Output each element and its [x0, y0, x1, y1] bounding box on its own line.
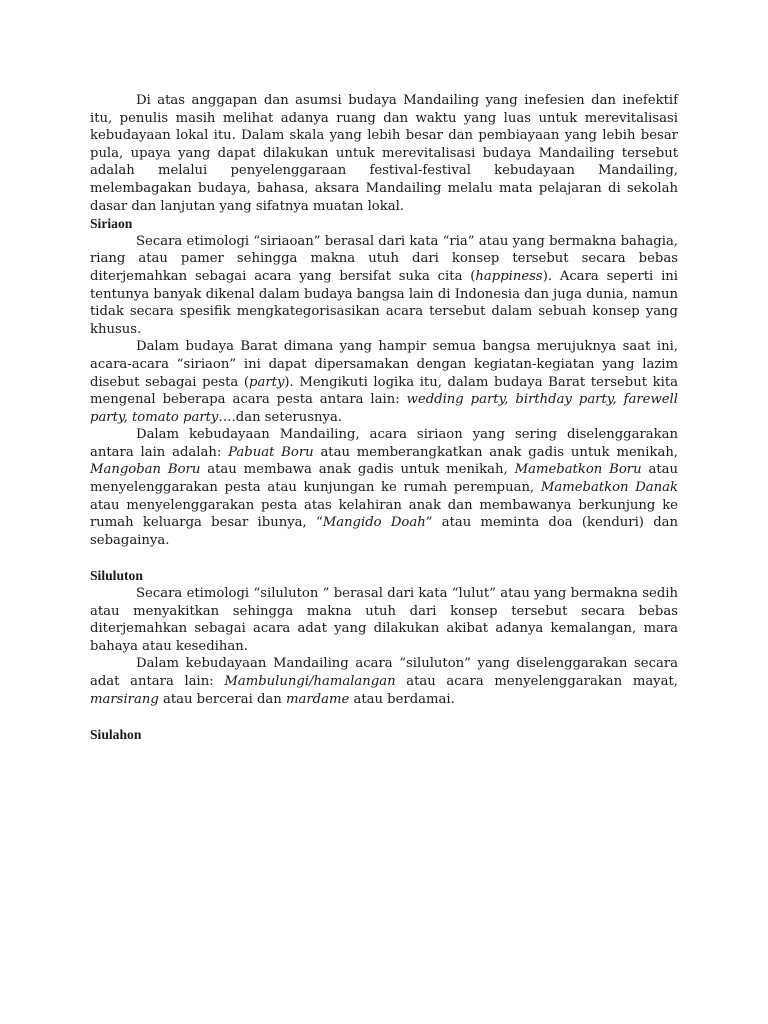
- text-run: Dalam kebudayaan Mandailing, acara siriaon yang sering diselenggarakan antara lain adalah:: [90, 427, 678, 460]
- text-run: atau menyelenggarakan pesta atas kelahiran anak dan membawanya berkunjung ke rumah keluarga besar ibunya, “: [90, 497, 678, 531]
- siriaon-paragraph-3: [90, 426, 678, 549]
- text-run: ….dan seterusnya.: [218, 409, 342, 425]
- italic-term: Mamebatkon Danak: [540, 480, 678, 496]
- text-run: ). Mengikuti logika itu, dalam budaya Barat tersebut kita mengenal beberapa acara pesta antara lain:: [90, 374, 678, 408]
- text-run: Dalam budaya Barat dimana yang hampir semua bangsa merujuknya saat ini, acara-acara “siriaon” ini dapat dipersamakan dengan kegiatan-kegiatan yang lazim disebut sebagai pesta (: [90, 339, 678, 390]
- section-heading-siriaon: Siriaon: [90, 216, 133, 232]
- intro-paragraph: Di atas anggapan dan asumsi budaya Mandailing yang inefesien dan inefektif itu, penulis masih melihat adanya ruang dan waktu yang luas untuk merevitalisasi kebudayaan lokal itu. Dalam skala yang lebih besar dan pembiayaan yang lebih besar pula, upaya yang dapat dilakukan untuk merevitalisasi budaya Mandailing tersebut adalah melalui penyelenggaraan festival-festival kebudayaan Mandailing, melembagakan budaya, bahasa, aksara Mandailing melalu mata pelajaran di sekolah dasar dan lanjutan yang sifatnya muatan lokal.: [90, 93, 678, 214]
- section-heading-siulahon: Siulahon: [90, 727, 142, 743]
- italic-term: Mamebatkon Boru: [514, 462, 642, 478]
- italic-term: party: [249, 374, 285, 390]
- section-heading-siluluton: Siluluton: [90, 568, 143, 584]
- text-run: atau membawa anak gadis untuk menikah,: [200, 462, 515, 478]
- italic-term: Pabuat Boru: [228, 444, 314, 460]
- italic-term: marsirang: [90, 691, 159, 707]
- text-run: ” atau meminta doa (kenduri) dan sebagainya.: [90, 515, 678, 548]
- italic-term: Mambulungi/hamalangan: [224, 674, 396, 689]
- text-run: atau berdamai.: [349, 691, 455, 707]
- text-run: Secara etimologi “siriaoan” berasal dari kata “ria” atau yang bermakna bahagia, riang atau pamer sehingga makna utuh dari konsep tersebut secara bebas diterjemahkan sebagai acara yang bersifat suka cita (: [90, 233, 678, 284]
- document-page: [90, 92, 678, 744]
- italic-term: wedding party, birthday party, farewell party, tomato party: [90, 392, 678, 425]
- italic-term: mardame: [285, 691, 350, 707]
- siriaon-paragraph-2: [90, 338, 678, 426]
- text-run: ). Acara seperti ini tentunya banyak dikenal dalam budaya bangsa lain di Indonesia dan juga dunia, namun tidak secara spesifik mengkategorisasikan acara tersebut dalam sebuah konsep yang khusus.: [90, 268, 678, 337]
- text-run: atau memberangkatkan anak gadis untuk menikah,: [313, 444, 679, 460]
- siluluton-paragraph-1: Secara etimologi “siluluton ” berasal dari kata “lulut” atau yang bermakna sedih atau menyakitkan sehingga makna utuh dari konsep tersebut secara bebas diterjemahkan sebagai acara adat yang dilakukan akibat adanya kemalangan, mara bahaya atau kesedihan.: [90, 586, 678, 654]
- siluluton-paragraph-2: [90, 655, 678, 708]
- section-spacer: [90, 549, 678, 567]
- text-run: atau acara menyelenggarakan mayat,: [395, 674, 678, 689]
- siriaon-paragraph-1: [90, 233, 678, 339]
- italic-term: Mangoban Boru: [90, 462, 201, 478]
- text-run: atau menyelenggarakan pesta atau kunjungan ke rumah perempuan,: [90, 462, 678, 496]
- text-run: Dalam kebudayaan Mandailing acara “siluluton” yang diselenggarakan secara adat antara lain:: [90, 656, 678, 689]
- section-spacer: [90, 708, 678, 726]
- italic-term: Mangido Doah: [322, 515, 426, 531]
- text-run: atau bercerai dan: [158, 691, 286, 707]
- italic-term: happiness: [475, 268, 543, 284]
